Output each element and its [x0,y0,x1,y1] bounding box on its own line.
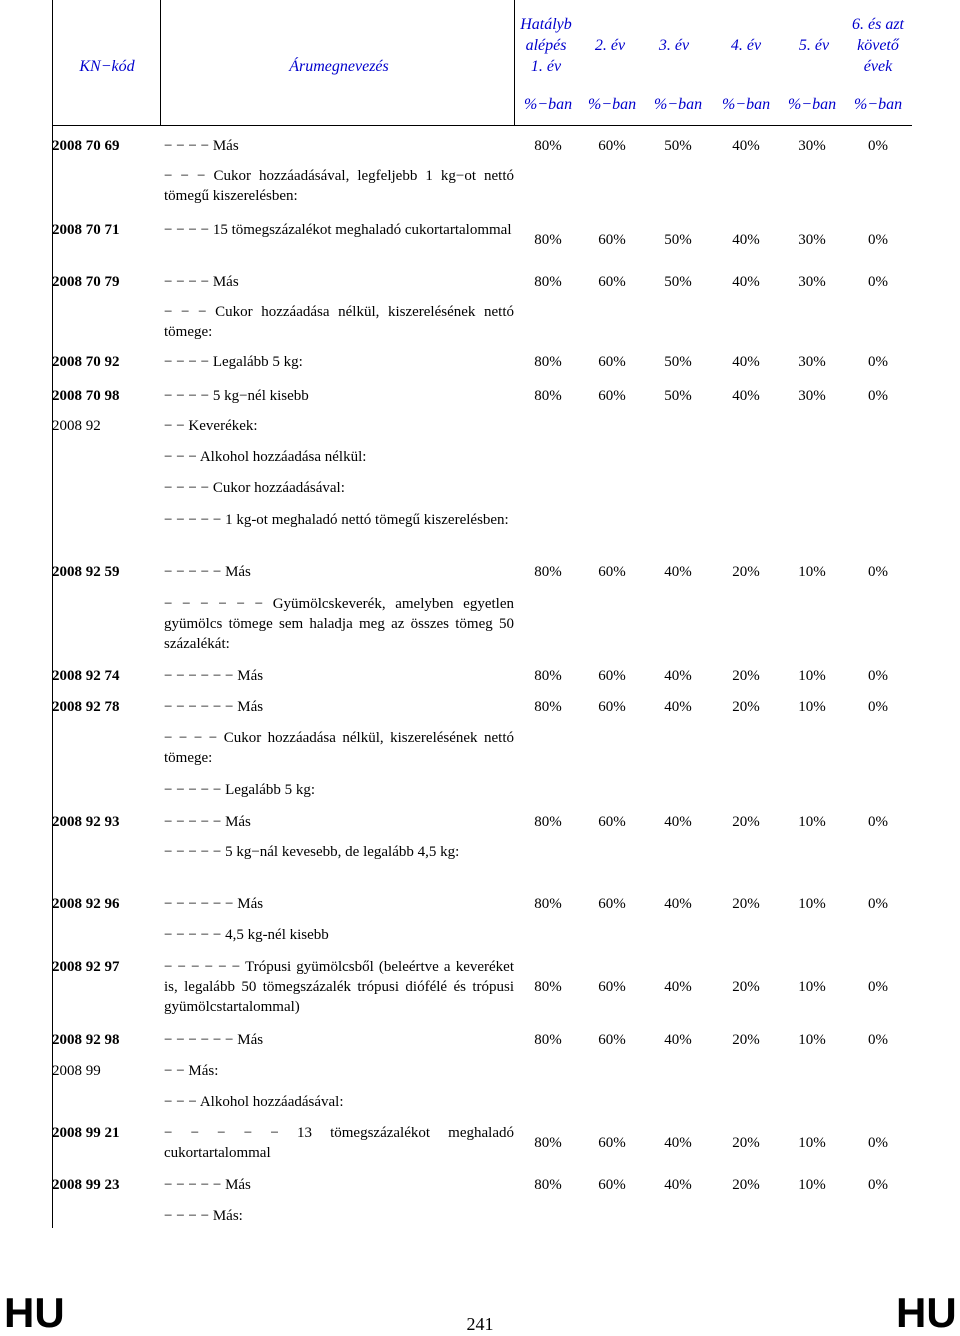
unit-label-3: %−ban [653,96,703,113]
duty-rate-year-5: 30% [798,274,826,290]
kn-code: 2008 92 97 [52,959,120,975]
indent-dashes: − − − − [164,138,210,154]
indent-dashes: − − − − [164,1208,210,1224]
indent-dashes: − − − − [164,354,210,370]
description-text: Más [212,274,239,290]
product-description [164,136,514,156]
product-description [164,1030,514,1050]
unit-label-2: %−ban [587,96,637,113]
description-text: Cukor hozzáadása nélkül, kiszerelésének nettó tömege: [164,304,514,340]
duty-rate-year-2: 60% [598,1032,626,1048]
duty-rate-year-5: 10% [798,979,826,995]
duty-rate-year-5: 10% [798,1135,826,1151]
duty-rate-year-1: 80% [534,699,562,715]
indent-dashes: − − − − − − [164,668,234,684]
duty-rate-year-5: 30% [798,354,826,370]
product-description [164,894,514,914]
kn-code: 2008 70 92 [52,354,120,370]
header-ev6 [842,14,914,77]
unit-label-5: %−ban [787,96,837,113]
indent-dashes: − − − − − − [164,1032,234,1048]
duty-rate-year-6: 0% [868,979,888,995]
duty-rate-year-2: 60% [598,979,626,995]
description-text: Más [237,668,264,684]
code-column-divider [160,0,161,125]
indent-dashes: − − − − − [164,564,222,580]
duty-rate-year-6: 0% [868,354,888,370]
description-text: Legalább 5 kg: [212,354,303,370]
duty-rate-year-6: 0% [868,138,888,154]
product-description [164,510,514,530]
duty-rate-year-6: 0% [868,1135,888,1151]
duty-rate-year-5: 30% [798,232,826,248]
kn-code: 2008 99 23 [52,1177,120,1193]
duty-rate-year-6: 0% [868,1177,888,1193]
duty-rate-year-3: 40% [664,564,692,580]
kn-code: 2008 70 98 [52,388,120,404]
kn-code: 2008 92 [52,418,101,434]
indent-dashes: − − − − − [164,1177,222,1193]
description-text: Cukor hozzáadása nélkül, kiszerelésének nettó tömege: [164,730,514,766]
duty-rate-year-6: 0% [868,896,888,912]
indent-dashes: − − − − − [164,1125,279,1141]
product-description [164,302,514,342]
product-description [164,416,514,436]
kn-code: 2008 92 93 [52,814,120,830]
duty-rate-year-4: 40% [732,354,760,370]
kn-code: 2008 99 21 [52,1125,120,1141]
description-text: 5 kg−nál kevesebb, de legalább 4,5 kg: [225,844,460,860]
duty-rate-year-4: 40% [732,138,760,154]
description-text: Gyümölcskeverék, amelyben egyetlen gyümölcs tömege sem haladja meg az összes tömeg 50 százalékát: [164,596,514,652]
duty-rate-year-2: 60% [598,699,626,715]
duty-rate-year-6: 0% [868,388,888,404]
product-description [164,957,514,1017]
description-text: Cukor hozzáadásával: [212,480,345,496]
description-text: Más [212,138,239,154]
duty-rate-year-2: 60% [598,896,626,912]
desc-column-divider [514,0,515,125]
duty-rate-year-4: 20% [732,1032,760,1048]
product-description [164,220,514,240]
description-text: Más [237,896,264,912]
header-hatalyb-line3: 1. év [530,58,562,75]
duty-rate-year-4: 20% [732,896,760,912]
header-ev4: 4. év [730,37,762,54]
duty-rate-year-2: 60% [598,274,626,290]
duty-rate-year-1: 80% [534,979,562,995]
product-description [164,166,514,206]
header-ev5: 5. év [798,37,830,54]
description-text: Trópusi gyümölcsből (beleértve a keveréket is, legalább 50 tömegszázalék trópusi diófélé és trópusi gyümölcstartalommal) [164,959,514,1015]
indent-dashes: − − − − − − [164,959,241,975]
description-text: 15 tömegszázalékot meghaladó cukortartalommal [212,222,512,238]
kn-code: 2008 70 71 [52,222,120,238]
product-description [164,925,514,945]
duty-rate-year-3: 40% [664,668,692,684]
footer-country-left: HU [4,1289,65,1336]
description-text: 13 tömegszázalékot meghaladó cukortartalommal [164,1125,514,1161]
header-ev6-line3: évek [863,58,893,75]
indent-dashes: − − − − − [164,814,222,830]
product-description [164,1206,514,1226]
duty-rate-year-1: 80% [534,138,562,154]
description-text: Más [225,1177,251,1193]
duty-rate-year-1: 80% [534,1032,562,1048]
description-text: Legalább 5 kg: [225,782,316,798]
product-description [164,1123,514,1163]
duty-rate-year-5: 10% [798,896,826,912]
duty-rate-year-2: 60% [598,138,626,154]
duty-rate-year-2: 60% [598,564,626,580]
description-text: Más: [188,1063,219,1079]
kn-code: 2008 70 69 [52,138,120,154]
duty-rate-year-5: 10% [798,564,826,580]
description-text: 1 kg-ot meghaladó nettó tömegű kiszerelésben: [225,512,509,528]
description-text: Más: [212,1208,243,1224]
header-arumegnevezes: Árumegnevezés [289,58,389,75]
duty-rate-year-5: 10% [798,699,826,715]
duty-rate-year-3: 50% [664,388,692,404]
indent-dashes: − − − − − − [164,896,234,912]
indent-dashes: − − − − − − [164,699,234,715]
product-description [164,812,514,832]
header-ev6-line1: 6. és azt [852,16,904,33]
indent-dashes: − − − − − − [164,596,264,612]
description-text: 4,5 kg-nél kisebb [225,927,329,943]
header-hatalyb-line2: alépés [525,37,567,54]
indent-dashes: − − − − [164,480,210,496]
duty-rate-year-6: 0% [868,668,888,684]
duty-rate-year-1: 80% [534,896,562,912]
product-description [164,1061,514,1081]
duty-rate-year-3: 40% [664,814,692,830]
duty-rate-year-3: 50% [664,274,692,290]
duty-rate-year-3: 50% [664,138,692,154]
duty-rate-year-6: 0% [868,564,888,580]
page-number: 241 [466,1314,494,1334]
product-description [164,386,514,406]
product-description [164,272,514,292]
duty-rate-year-1: 80% [534,354,562,370]
duty-rate-year-1: 80% [534,274,562,290]
indent-dashes: − − − [164,304,207,320]
duty-rate-year-3: 40% [664,1177,692,1193]
unit-label-4: %−ban [721,96,771,113]
duty-rate-year-3: 40% [664,1032,692,1048]
duty-rate-year-3: 40% [664,979,692,995]
duty-rate-year-1: 80% [534,232,562,248]
duty-rate-year-6: 0% [868,274,888,290]
indent-dashes: − − − − − [164,512,222,528]
indent-dashes: − − − − [164,222,210,238]
duty-rate-year-4: 20% [732,979,760,995]
description-text: Cukor hozzáadásával, legfeljebb 1 kg−ot nettó tömegű kiszerelésben: [164,168,514,204]
product-description [164,1175,514,1195]
product-description [164,780,514,800]
duty-rate-year-4: 20% [732,668,760,684]
kn-code: 2008 92 74 [52,668,120,684]
product-description [164,562,514,582]
duty-rate-year-4: 20% [732,564,760,580]
duty-rate-year-2: 60% [598,1177,626,1193]
indent-dashes: − − − − [164,730,218,746]
header-hatalyb-line1: Hatályb [520,16,572,33]
description-text: Keverékek: [188,418,258,434]
indent-dashes: − − − − [164,274,210,290]
duty-rate-year-4: 20% [732,699,760,715]
duty-rate-year-3: 40% [664,699,692,715]
duty-rate-year-5: 10% [798,814,826,830]
description-text: Más [237,1032,264,1048]
duty-rate-year-1: 80% [534,1135,562,1151]
kn-code: 2008 92 96 [52,896,120,912]
description-text: Más [237,699,264,715]
header-ev3: 3. év [658,37,690,54]
indent-dashes: − − [164,418,185,434]
product-description [164,842,514,862]
duty-rate-year-5: 30% [798,138,826,154]
indent-dashes: − − − − − [164,927,222,943]
duty-rate-year-2: 60% [598,354,626,370]
product-description [164,478,514,498]
duty-rate-year-5: 10% [798,668,826,684]
product-description [164,728,514,768]
duty-rate-year-1: 80% [534,814,562,830]
duty-rate-year-2: 60% [598,814,626,830]
duty-rate-year-5: 10% [798,1032,826,1048]
kn-code: 2008 99 [52,1063,101,1079]
kn-code: 2008 92 98 [52,1032,120,1048]
kn-code: 2008 92 78 [52,699,120,715]
duty-rate-year-6: 0% [868,699,888,715]
product-description [164,1092,514,1112]
duty-rate-year-6: 0% [868,1032,888,1048]
product-description [164,594,514,654]
duty-rate-year-4: 40% [732,274,760,290]
description-text: Alkohol hozzáadásával: [199,1094,344,1110]
duty-rate-year-5: 10% [798,1177,826,1193]
duty-rate-year-6: 0% [868,232,888,248]
indent-dashes: − − − [164,168,206,184]
header-ev2: 2. év [594,37,626,54]
duty-rate-year-1: 80% [534,668,562,684]
description-text: 5 kg−nél kisebb [212,388,309,404]
duty-rate-year-2: 60% [598,232,626,248]
product-description [164,697,514,717]
product-description [164,447,514,467]
indent-dashes: − − [164,1063,185,1079]
duty-rate-year-2: 60% [598,668,626,684]
duty-rate-year-2: 60% [598,388,626,404]
indent-dashes: − − − [164,449,197,465]
indent-dashes: − − − − − [164,782,222,798]
header-divider [52,125,912,126]
duty-rate-year-4: 20% [732,1135,760,1151]
description-text: Más [225,814,251,830]
indent-dashes: − − − − − [164,844,222,860]
duty-rate-year-2: 60% [598,1135,626,1151]
footer-country-right: HU [896,1289,957,1336]
indent-dashes: − − − [164,1094,197,1110]
duty-rate-year-3: 40% [664,1135,692,1151]
duty-rate-year-3: 40% [664,896,692,912]
description-text: Más [225,564,251,580]
header-hatalyb [514,14,578,77]
duty-rate-year-4: 20% [732,814,760,830]
duty-rate-year-5: 30% [798,388,826,404]
duty-rate-year-4: 20% [732,1177,760,1193]
indent-dashes: − − − − [164,388,210,404]
duty-rate-year-4: 40% [732,388,760,404]
duty-rate-year-1: 80% [534,1177,562,1193]
duty-rate-year-1: 80% [534,564,562,580]
description-text: Alkohol hozzáadása nélkül: [199,449,367,465]
product-description [164,666,514,686]
duty-rate-year-3: 50% [664,232,692,248]
product-description [164,352,514,372]
header-ev6-line2: követő [857,37,899,54]
duty-rate-year-6: 0% [868,814,888,830]
header-kn-kod: KN−kód [79,58,135,75]
duty-rate-year-3: 50% [664,354,692,370]
duty-rate-year-4: 40% [732,232,760,248]
unit-label-6: %−ban [853,96,903,113]
unit-label-1: %−ban [523,96,573,113]
kn-code: 2008 70 79 [52,274,120,290]
duty-rate-year-1: 80% [534,388,562,404]
kn-code: 2008 92 59 [52,564,120,580]
